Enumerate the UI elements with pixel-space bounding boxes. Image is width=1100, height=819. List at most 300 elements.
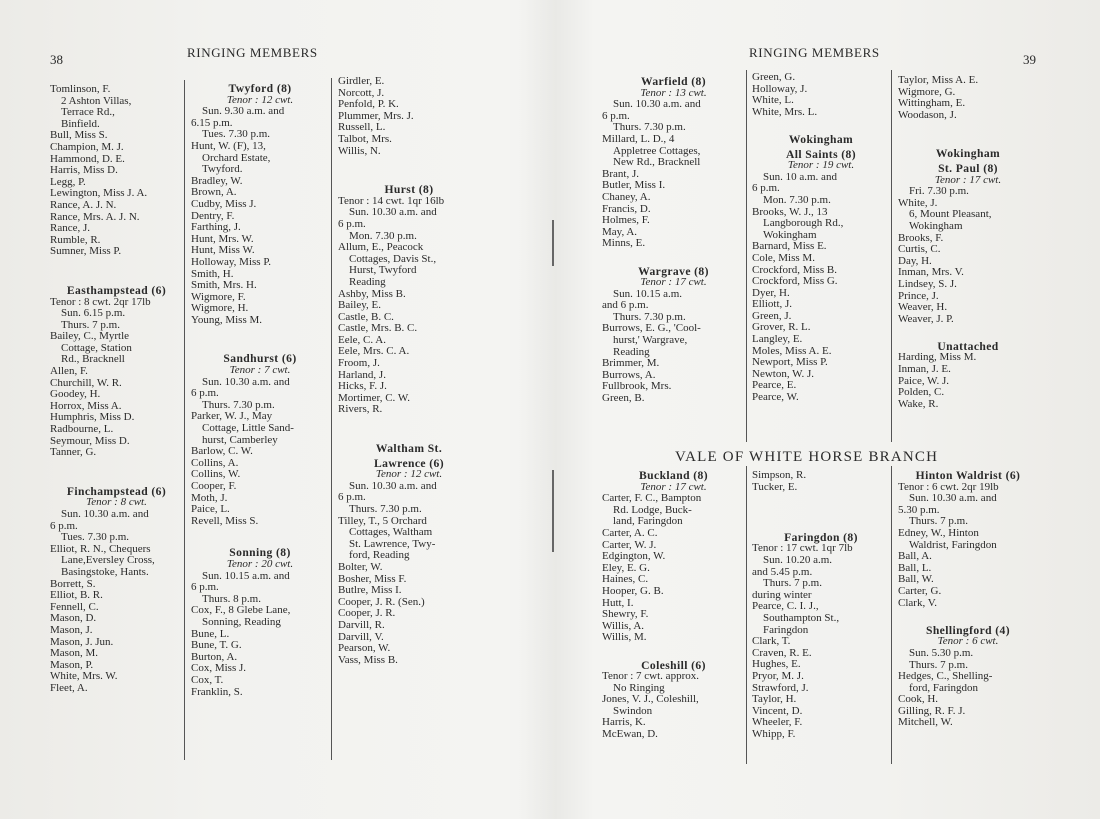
entry-line: Rivers, R. — [338, 403, 383, 416]
entry-continuation: Sun. 10.15 a.m. and — [202, 569, 290, 582]
column-rule — [746, 466, 747, 764]
entry-line: Mitchell, W. — [898, 716, 953, 729]
entry-line: Humphris, Miss D. — [50, 411, 135, 424]
left-column-2 — [191, 79, 329, 698]
entry-line: Polden, C. — [898, 386, 945, 399]
entry-continuation: Sun. 10.30 a.m. and — [202, 375, 290, 388]
entry-line: Pearce, W. — [752, 391, 799, 404]
entry-line: Collins, W. — [191, 468, 241, 481]
entry-line: Burton, A. — [191, 650, 238, 663]
spacer — [338, 416, 480, 439]
entry-line: Ashby, Miss B. — [338, 287, 406, 300]
entry-continuation: Thurs. 7 p.m. — [763, 577, 822, 590]
entry-line: Castle, B. C. — [338, 310, 394, 323]
entry-line: Butlre, Miss I. — [338, 584, 402, 597]
section-heading: Finchampstead (6) — [66, 484, 167, 498]
entry-line: Simpson, R. — [752, 469, 807, 481]
entry-continuation: Cottage, Station — [61, 341, 132, 354]
entry-line: Smith, H. — [191, 267, 234, 280]
entry-continuation: Tues. 7.30 p.m. — [61, 531, 130, 544]
entry-line: Hunt, Mrs. W. — [191, 232, 254, 245]
entry-line: Wheeler, F. — [752, 716, 803, 729]
entry-continuation: Binfield. — [61, 117, 100, 130]
entry-line: Tomlinson, F. — [50, 83, 111, 95]
section-heading: Faringdon (8) — [784, 530, 858, 544]
entry-continuation: Southampton St., — [763, 611, 840, 624]
tenor-line: Tenor : 12 cwt. — [226, 93, 294, 106]
entry-line: Hunt, W. (F), 13, — [191, 139, 266, 152]
column-rule — [891, 70, 892, 442]
entry-line: Pryor, M. J. — [752, 669, 804, 682]
section-heading: Sandhurst (6) — [223, 352, 297, 366]
entry-line: Goodey, H. — [50, 388, 101, 401]
column-rule — [331, 78, 332, 760]
entry-continuation: Thurs. 7 p.m. — [909, 515, 968, 528]
entry-continuation: Swindon — [613, 704, 653, 717]
entry-line: Willis, M. — [602, 631, 647, 644]
entry-line: Lewington, Miss J. A. — [50, 187, 148, 200]
right-column-1-top — [602, 72, 745, 405]
entry-continuation: Wokingham — [909, 219, 963, 232]
entry-line: Cole, Miss M. — [752, 251, 815, 264]
entry-line: Shewry, F. — [602, 608, 649, 621]
entry-line: Tanner, G. — [50, 446, 97, 459]
entry-line: Paice, W. J. — [898, 374, 950, 387]
entry-line: Revell, Miss S. — [191, 514, 259, 527]
entry-line: Inman, Mrs. V. — [898, 266, 964, 279]
entry-line: Craven, R. E. — [752, 646, 812, 659]
entry-continuation: Hurst, Twyford — [349, 264, 417, 277]
entry-line: Cooper, J. R. — [338, 607, 396, 620]
entry-line: Cudby, Miss J. — [191, 197, 257, 210]
entry-line: 5.30 p.m. — [898, 503, 940, 516]
entry-line: Horrox, Miss A. — [50, 399, 122, 412]
right-column-2-bottom — [752, 470, 890, 740]
entry-line: during winter — [752, 588, 812, 601]
binding-mark — [552, 470, 554, 552]
entry-line: Wigmore, F. — [191, 290, 246, 303]
entry-line: Harris, Miss D. — [50, 164, 118, 177]
section-heading: Wargrave (8) — [638, 264, 709, 278]
entry-continuation: Sun. 10.30 a.m. and — [613, 98, 701, 111]
entry-line: Weaver, J. P. — [898, 312, 954, 325]
tenor-line: Tenor : 17 cwt. — [640, 276, 707, 289]
entry-line: Mortimer, C. W. — [338, 391, 410, 404]
entry-continuation: Sun. 10.30 a.m. and — [349, 479, 437, 492]
section-heading: Shellingford (4) — [925, 623, 1011, 637]
section-heading-line2: Lawrence (6) — [374, 456, 444, 470]
entry-continuation: Rd., Bracknell — [61, 353, 125, 366]
entry-line: Holloway, Miss P. — [191, 255, 271, 268]
entry-line: Wittingham, E. — [898, 97, 966, 110]
entry-continuation: Langborough Rd., — [763, 217, 844, 230]
entry-line: Castle, Mrs. B. C. — [338, 322, 418, 335]
entry-line: Mason, P. — [50, 658, 94, 671]
entry-continuation: Cottages, Waltham — [349, 526, 433, 539]
entry-continuation: Sun. 9.30 a.m. and — [202, 105, 285, 118]
entry-continuation: Sun. 5.30 p.m. — [909, 646, 974, 659]
entry-line: Wigmore, G. — [898, 85, 956, 98]
entry-continuation: Sun. 10.30 a.m. and — [909, 492, 997, 505]
entry-continuation: Reading — [613, 345, 650, 358]
entry-line: 6.15 p.m. — [191, 116, 233, 129]
entry-line: Radbourne, L. — [50, 423, 114, 436]
entry-line: Harding, Miss M. — [898, 351, 977, 364]
entry-line: Cooper, J. R. (Sen.) — [338, 595, 425, 608]
entry-line: Bosher, Miss F. — [338, 572, 407, 585]
entry-line: Parker, W. J., May — [191, 410, 273, 423]
entry-line: Legg, P. — [50, 175, 86, 188]
section-heading: Wokingham — [788, 132, 854, 146]
entry-continuation: Basingstoke, Hants. — [61, 565, 149, 578]
entry-line: Tenor : 6 cwt. 2qr 19lb — [898, 480, 999, 493]
entry-continuation: ford, Reading — [349, 549, 410, 562]
section-heading: Hinton Waldrist (6) — [915, 469, 1021, 482]
spacer — [898, 609, 1038, 621]
entry-line: Churchill, W. R. — [50, 376, 122, 389]
entry-line: Dentry, F. — [191, 209, 235, 222]
running-head-right: RINGING MEMBERS — [749, 45, 880, 60]
entry-continuation: Sun. 10.30 a.m. and — [61, 508, 149, 520]
entry-line: Pearson, W. — [338, 642, 391, 655]
entry-line: Newport, Miss P. — [752, 356, 828, 369]
entry-line: Talbot, Mrs. — [338, 132, 392, 145]
entry-line: Holloway, J. — [752, 82, 808, 95]
entry-line: Vincent, D. — [752, 704, 803, 717]
entry-line: Pearce, C. I. J., — [752, 600, 819, 613]
entry-line: White, Mrs. L. — [752, 105, 818, 118]
entry-line: Russell, L. — [338, 121, 386, 134]
entry-continuation: Terrace Rd., — [61, 106, 115, 119]
entry-line: Barnard, Miss E. — [752, 240, 827, 253]
entry-continuation: land, Faringdon — [613, 515, 683, 528]
entry-line: Bune, T. G. — [191, 639, 242, 652]
entry-line: Mason, J. — [50, 623, 93, 636]
entry-line: Eele, C. A. — [338, 333, 386, 346]
spacer — [752, 516, 890, 528]
entry-continuation: Orchard Estate, — [202, 151, 271, 164]
entry-line: 6 p.m. — [50, 519, 78, 532]
entry-line: Tenor : 14 cwt. 1qr 16lb — [338, 194, 445, 207]
tenor-line: Tenor : 7 cwt. — [229, 364, 291, 377]
entry-line: Minns, E. — [602, 237, 646, 250]
entry-line: Hedges, C., Shelling- — [898, 670, 993, 683]
entry-continuation: Appletree Cottages, — [613, 144, 701, 157]
spacer — [602, 250, 745, 262]
column-rule — [184, 80, 185, 760]
entry-line: Carter, A. C. — [602, 526, 658, 539]
section-heading-line2: All Saints (8) — [785, 147, 857, 161]
entry-line: Tilley, T., 5 Orchard — [338, 514, 427, 527]
entry-line: Hammond, D. E. — [50, 152, 125, 165]
spacer — [338, 157, 480, 180]
entry-line: Grover, R. L. — [752, 321, 811, 334]
right-column-1-bottom — [602, 466, 745, 741]
entry-line: Woodason, J. — [898, 108, 957, 121]
entry-continuation: No Ringing — [613, 681, 665, 694]
entry-line: and 5.45 p.m. — [752, 565, 813, 578]
entry-line: Brown, A. — [191, 186, 237, 199]
entry-line: Cox, Miss J. — [191, 662, 247, 675]
spacer — [752, 493, 890, 516]
right-column-2-top — [752, 72, 890, 404]
entry-line: Franklin, S. — [191, 685, 243, 698]
section-heading: Wokingham — [935, 147, 1001, 161]
tenor-line: Tenor : 12 cwt. — [375, 468, 443, 481]
section-heading: Unattached — [937, 339, 999, 353]
entry-line: Froom, J. — [338, 357, 380, 370]
entry-continuation: Tues. 7.30 p.m. — [202, 128, 271, 141]
entry-line: Moles, Miss A. E. — [752, 344, 832, 357]
entry-continuation: Sun. 6.15 p.m. — [61, 307, 126, 320]
entry-line: Cox, F., 8 Glebe Lane, — [191, 604, 291, 617]
entry-line: Burrows, A. — [602, 368, 656, 381]
entry-line: Edgington, W. — [602, 550, 666, 563]
entry-line: Girdler, E. — [338, 75, 385, 87]
entry-line: Vass, Miss B. — [338, 653, 398, 666]
entry-line: White, L. — [752, 94, 794, 107]
entry-line: Mason, M. — [50, 647, 98, 660]
entry-line: Darvill, V. — [338, 630, 384, 643]
spacer — [898, 121, 1038, 144]
running-head-left: RINGING MEMBERS — [187, 45, 318, 60]
entry-line: and 6 p.m. — [602, 299, 649, 312]
entry-line: Fennell, C. — [50, 600, 99, 613]
entry-line: Bolter, W. — [338, 560, 383, 573]
entry-line: Penfold, P. K. — [338, 98, 399, 111]
entry-line: Cook, H. — [898, 693, 939, 706]
entry-line: Cox, T. — [191, 673, 224, 686]
entry-line: Butler, Miss I. — [602, 179, 666, 192]
spacer — [191, 527, 329, 543]
entry-line: Green, B. — [602, 392, 645, 405]
entry-line: Strawford, J. — [752, 681, 809, 694]
entry-line: Hicks, F. J. — [338, 380, 387, 393]
entry-continuation: Faringdon — [763, 623, 809, 636]
entry-line: Newton, W. J. — [752, 367, 815, 380]
binding-mark — [552, 220, 554, 266]
entry-line: Eley, E. G. — [602, 561, 650, 574]
entry-line: Hutt, I. — [602, 596, 634, 609]
entry-line: Willis, N. — [338, 144, 381, 157]
entry-line: Bailey, E. — [338, 299, 381, 312]
entry-continuation: Thurs. 7 p.m. — [909, 658, 968, 671]
entry-line: Collins, A. — [191, 456, 239, 469]
entry-line: Fleet, A. — [50, 681, 88, 694]
entry-line: Wake, R. — [898, 397, 939, 410]
tenor-line: Tenor : 6 cwt. — [937, 635, 999, 648]
entry-continuation: Sun. 10.30 a.m. and — [349, 206, 437, 219]
entry-line: Wigmore, H. — [191, 302, 249, 315]
entry-line: Tucker, E. — [752, 480, 798, 493]
spacer — [191, 326, 329, 349]
entry-line: Barlow, C. W. — [191, 445, 253, 458]
spacer — [752, 118, 890, 130]
entry-line: Crockford, Miss B. — [752, 263, 837, 276]
entry-line: Jones, V. J., Coleshill, — [602, 693, 699, 706]
entry-line: Crockford, Miss G. — [752, 275, 838, 288]
entry-line: Rance, A. J. N. — [50, 198, 117, 211]
entry-line: White, Mrs. W. — [50, 670, 118, 683]
entry-continuation: Twyford. — [202, 163, 243, 176]
entry-line: Farthing, J. — [191, 221, 241, 234]
entry-line: Fullbrook, Mrs. — [602, 380, 672, 393]
entry-line: Pearce, E. — [752, 379, 797, 392]
column-rule — [746, 70, 747, 442]
section-heading: Sonning (8) — [229, 546, 291, 560]
entry-continuation: Wokingham — [763, 228, 817, 241]
entry-continuation: Sun. 10 a.m. and — [763, 170, 837, 183]
column-rule — [891, 466, 892, 764]
entry-line: Harris, K. — [602, 716, 646, 729]
section-heading-line2: St. Paul (8) — [938, 161, 998, 175]
entry-line: Moth, J. — [191, 491, 228, 504]
section-heading: Hurst (8) — [384, 183, 434, 197]
entry-line: Hunt, Miss W. — [191, 244, 255, 257]
entry-line: Ball, W. — [898, 573, 934, 586]
section-heading: Waltham St. — [375, 442, 443, 456]
entry-line: McEwan, D. — [602, 728, 658, 741]
entry-line: 6 p.m. — [752, 182, 780, 195]
entry-line: Allum, E., Peacock — [338, 241, 424, 254]
entry-line: Elliot, B. R. — [50, 589, 103, 602]
entry-continuation: Cottage, Little Sand- — [202, 422, 294, 435]
entry-line: Willis, A. — [602, 619, 645, 632]
section-heading: Buckland (8) — [639, 469, 708, 482]
entry-line: Haines, C. — [602, 573, 649, 586]
entry-line: Green, J. — [752, 309, 792, 322]
entry-continuation: Thurs. 7.30 p.m. — [613, 310, 686, 323]
entry-line: Burrows, E. G., 'Cool- — [602, 322, 701, 335]
entry-line: Bull, Miss S. — [50, 129, 108, 142]
entry-line: Sumner, Miss P. — [50, 245, 122, 258]
entry-line: Lindsey, S. J. — [898, 277, 957, 290]
entry-line: Mason, D. — [50, 612, 97, 625]
entry-line: Seymour, Miss D. — [50, 434, 130, 447]
entry-line: Brooks, W. J., 13 — [752, 205, 828, 218]
entry-line: 6 p.m. — [338, 217, 366, 230]
entry-line: Holmes, F. — [602, 214, 650, 227]
entry-line: Darvill, R. — [338, 618, 385, 631]
entry-continuation: Sun. 10.15 a.m. — [613, 287, 683, 300]
tenor-line: Tenor : 8 cwt. — [86, 496, 147, 509]
entry-line: Taylor, H. — [752, 693, 797, 706]
entry-line: 6 p.m. — [191, 581, 219, 594]
branch-heading: VALE OF WHITE HORSE BRANCH — [675, 449, 939, 465]
entry-line: Carter, G. — [898, 584, 942, 597]
entry-line: Millard, L. D., 4 — [602, 132, 675, 145]
tenor-line: Tenor : 17 cwt. — [640, 480, 707, 493]
entry-continuation: Thurs. 7 p.m. — [61, 318, 120, 331]
entry-continuation: Mon. 7.30 p.m. — [763, 193, 831, 206]
entry-line: Rumble, R. — [50, 233, 101, 246]
entry-line: 6 p.m. — [191, 387, 219, 400]
entry-line: Tenor : 17 cwt. 1qr 7lb — [752, 542, 853, 555]
entry-line: Curtis, C. — [898, 243, 941, 256]
entry-line: Cooper, F. — [191, 480, 237, 492]
entry-line: Carter, F. C., Bampton — [602, 492, 702, 505]
entry-line: Ball, L. — [898, 561, 932, 574]
entry-line: Carter, W. J. — [602, 538, 657, 551]
tenor-line: Tenor : 13 cwt. — [640, 86, 707, 99]
entry-line: Rance, Mrs. A. J. N. — [50, 210, 140, 223]
section-heading: Easthampstead (6) — [66, 283, 167, 297]
entry-line: Elliot, R. N., Chequers — [50, 542, 151, 555]
entry-line: Weaver, H. — [898, 301, 948, 314]
entry-line: 6 p.m. — [338, 491, 366, 504]
tenor-line: Tenor : 17 cwt. — [934, 173, 1002, 186]
spacer — [898, 325, 1038, 337]
entry-line: Langley, E. — [752, 333, 803, 346]
entry-line: Taylor, Miss A. E. — [898, 74, 979, 86]
entry-line: Borrett, S. — [50, 577, 96, 590]
entry-continuation: New Rd., Bracknell — [613, 156, 701, 169]
page-number-right: 39 — [1023, 52, 1036, 67]
entry-continuation: hurst, Camberley — [202, 433, 278, 446]
entry-line: Tenor : 8 cwt. 2qr 17lb — [50, 295, 151, 308]
entry-continuation: Waldrist, Faringdon — [909, 538, 997, 551]
entry-continuation: 2 Ashton Villas, — [61, 94, 132, 107]
entry-line: Green, G. — [752, 71, 796, 83]
entry-line: Paice, L. — [191, 503, 230, 516]
entry-continuation: hurst,' Wargrave, — [613, 334, 688, 347]
entry-line: Elliott, J. — [752, 298, 793, 311]
entry-line: Edney, W., Hinton — [898, 526, 979, 539]
entry-continuation: Thurs. 7.30 p.m. — [613, 121, 686, 134]
entry-continuation: ford, Faringdon — [909, 681, 979, 694]
section-heading: Coleshill (6) — [641, 658, 706, 672]
entry-line: Brimmer, M. — [602, 357, 660, 370]
entry-line: Hughes, E. — [752, 658, 801, 671]
entry-line: Chaney, A. — [602, 190, 651, 203]
spacer — [602, 644, 745, 656]
entry-line: Brant, J. — [602, 167, 639, 180]
entry-line: Ball, A. — [898, 550, 932, 563]
entry-line: Dyer, H. — [752, 286, 790, 299]
entry-continuation: Sun. 10.20 a.m. — [763, 553, 833, 566]
spacer — [50, 258, 183, 281]
entry-continuation: Thurs. 7.30 p.m. — [202, 398, 275, 411]
entry-line: Gilling, R. F. J. — [898, 704, 966, 717]
entry-line: Bune, L. — [191, 627, 230, 640]
entry-continuation: Mon. 7.30 p.m. — [349, 229, 417, 242]
entry-line: Bradley, W. — [191, 174, 243, 187]
entry-line: Champion, M. J. — [50, 140, 124, 153]
section-heading: Warfield (8) — [640, 75, 706, 88]
page-number-left: 38 — [50, 52, 63, 67]
entry-continuation: St. Lawrence, Twy- — [349, 537, 436, 550]
entry-line: Young, Miss M. — [191, 313, 263, 326]
entry-line: Prince, J. — [898, 289, 939, 302]
entry-continuation: Sonning, Reading — [202, 615, 281, 628]
entry-line: Harland, J. — [338, 368, 386, 381]
right-column-3-top — [898, 75, 1038, 410]
entry-line: Mason, J. Jun. — [50, 635, 114, 648]
entry-line: Day, H. — [898, 254, 932, 267]
entry-continuation: Thurs. 8 p.m. — [202, 592, 261, 605]
entry-line: Tenor : 7 cwt. approx. — [602, 670, 699, 683]
entry-line: May, A. — [602, 225, 638, 238]
entry-line: Clark, T. — [752, 635, 791, 648]
entry-line: Norcott, J. — [338, 86, 385, 99]
entry-line: Clark, V. — [898, 596, 938, 609]
entry-line: Plummer, Mrs. J. — [338, 109, 414, 122]
entry-continuation: Thurs. 7.30 p.m. — [349, 503, 422, 515]
entry-line: Eele, Mrs. C. A. — [338, 345, 410, 358]
entry-line: Brooks, F. — [898, 231, 944, 244]
entry-continuation: Reading — [349, 275, 386, 288]
entry-line: 6 p.m. — [602, 109, 630, 122]
